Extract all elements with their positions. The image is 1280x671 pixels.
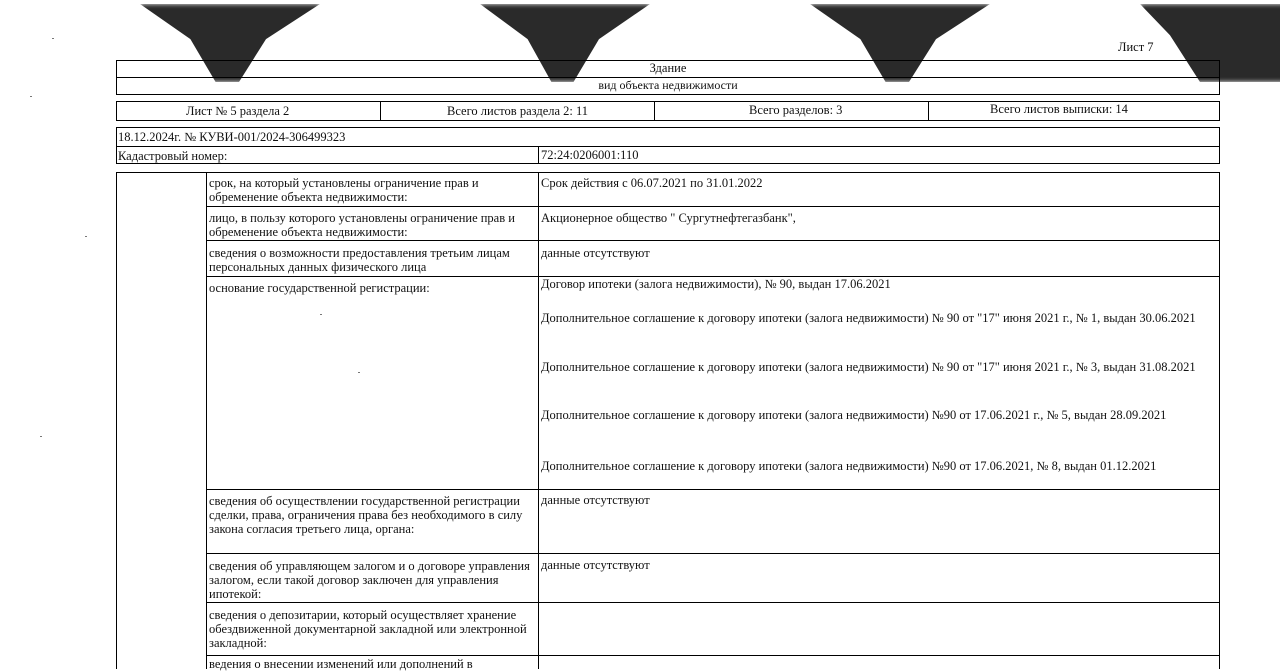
table-outer-left [116, 172, 117, 669]
table-label-left [206, 172, 207, 669]
scan-speck [358, 372, 360, 373]
row-divider [206, 553, 1220, 554]
info-divider [380, 101, 381, 121]
row-label: сведения о возможности предоставления третьим лицам персональных данных физического лица [209, 246, 510, 274]
row-label: срок, на который установлены ограничение прав и обременение объекта недвижимости: [209, 176, 479, 204]
cadastral-number: 72:24:0206001:110 [541, 148, 639, 162]
row-value: Срок действия с 06.07.2021 по 31.01.2022 [541, 176, 763, 190]
row-value: Дополнительное соглашение к договору ипотеки (залога недвижимости) №90 от 17.06.2021 г., № 5, выдан 28.09.2021 [541, 408, 1167, 422]
table-top [116, 172, 1220, 173]
row-value: Дополнительное соглашение к договору ипотеки (залога недвижимости) № 90 от "17" июня 2021 г., № 1, выдан 30.06.2021 [541, 311, 1196, 325]
scan-speck [52, 38, 54, 39]
table-value-left [538, 172, 539, 669]
row-label: сведения о депозитарии, который осуществляет хранение обездвиженной документарной закладной или электронной закладной: [209, 608, 527, 650]
row-divider [206, 489, 1220, 490]
object-kind-caption: вид объекта недвижимости [598, 78, 738, 92]
row-value: данные отсутствуют [541, 558, 650, 572]
scan-speck [40, 436, 42, 437]
total-sections: Всего разделов: 3 [749, 103, 843, 117]
scan-speck [85, 236, 87, 237]
scan-speck [320, 314, 322, 315]
row-divider [206, 602, 1220, 603]
row-label: лицо, в пользу которого установлены ограничение прав и обременение объекта недвижимости: [209, 211, 515, 239]
scan-speck [30, 96, 32, 97]
total-sheets-extract: Всего листов выписки: 14 [990, 102, 1128, 116]
row-value: Дополнительное соглашение к договору ипотеки (залога недвижимости) № 90 от "17" июня 2021 г., № 3, выдан 31.08.2021 [541, 360, 1196, 374]
row-value: Дополнительное соглашение к договору ипотеки (залога недвижимости) №90 от 17.06.2021, № 8, выдан 01.12.2021 [541, 459, 1157, 473]
row-label: сведения об управляющем залогом и о договоре управления залогом, если такой договор заключен для управления ипотекой: [209, 559, 530, 601]
table-right [1219, 172, 1220, 669]
row-value: данные отсутствуют [541, 493, 650, 507]
row-value: данные отсутствуют [541, 246, 650, 260]
total-sheets-section: Всего листов раздела 2: 11 [447, 104, 589, 118]
row-label: сведения об осуществлении государственной регистрации сделки, права, ограничения права без необходимого в силу закона согласия третьего лица, органа: [209, 494, 523, 536]
row-divider [206, 240, 1220, 241]
object-kind: Здание [649, 61, 687, 75]
row-label: основание государственной регистрации: [209, 281, 430, 295]
doc-ref-divider [116, 146, 1220, 147]
row-value: Договор ипотеки (залога недвижимости), № 90, выдан 17.06.2021 [541, 277, 891, 291]
row-label: ведения о внесении изменений или дополнений в [209, 657, 473, 671]
sheet-of-section: Лист № 5 раздела 2 [186, 104, 290, 118]
cadastral-label: Кадастровый номер: [118, 149, 228, 163]
row-divider [206, 206, 1220, 207]
info-divider [654, 101, 655, 121]
cadastral-divider [538, 146, 539, 164]
doc-ref: 18.12.2024г. № КУВИ-001/2024-306499323 [118, 130, 346, 144]
row-divider [206, 655, 1220, 656]
row-value: Акционерное общество " Сургутнефтегазбанк", [541, 211, 796, 225]
sheet-label: Лист 7 [1118, 40, 1154, 54]
info-divider [928, 101, 929, 121]
